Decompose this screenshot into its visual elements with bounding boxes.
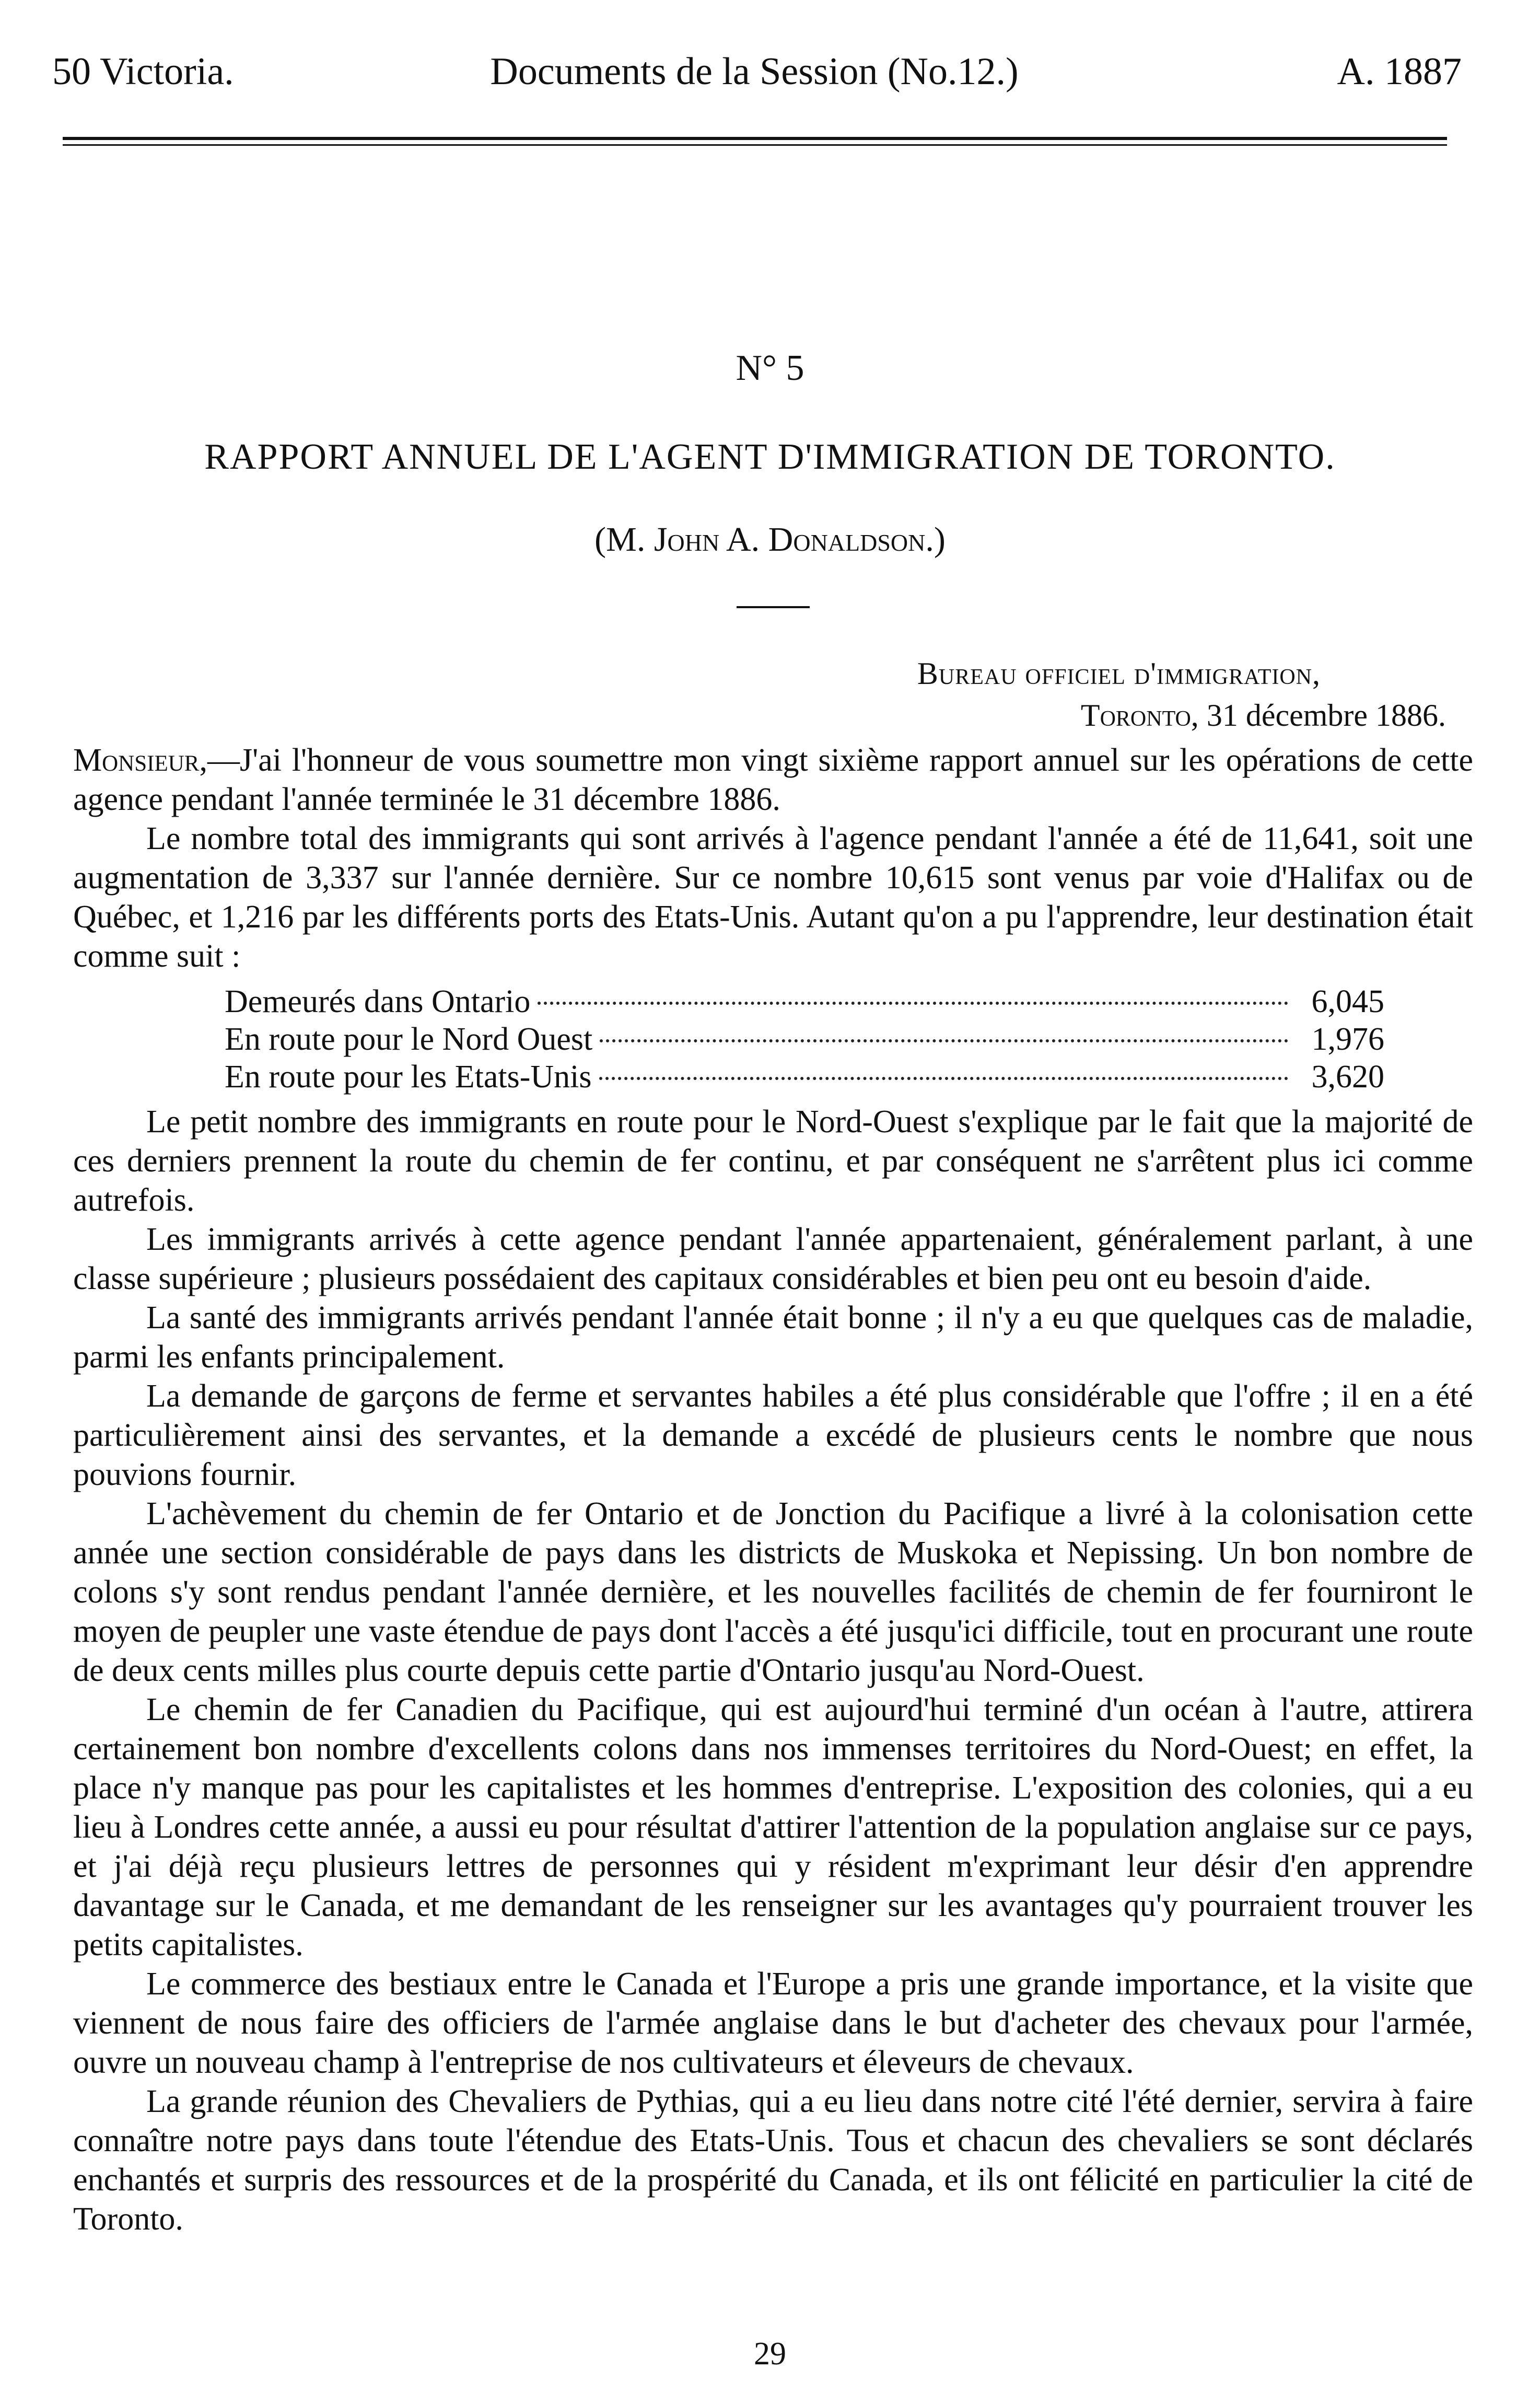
table-row <box>225 1058 1384 1095</box>
row-label: En route pour les Etats-Unis <box>225 1059 592 1095</box>
title-separator <box>737 606 810 608</box>
header-rule-thick <box>63 137 1447 140</box>
table-row <box>225 982 1384 1020</box>
document-author <box>0 520 1540 560</box>
paragraph-7: L'achèvement du chemin de fer Ontario et de Jonction du Pacifique a livré à la colonisation cette année une section considérable de pays dans les districts de Muskoka et Nepissing. Un bon nombre de colons s'y sont rendus pendant l'année dernière, et les nouvelles facilités de chemin de fer fourniront le moyen de peupler une vaste étendue de pays dont l'accès a été jusqu'ici difficile, tout en procurant une route de deux cents milles plus courte depuis cette partie d'Ontario jusqu'au Nord-Ouest. <box>73 1496 1473 1688</box>
document-title: RAPPORT ANNUEL DE L'AGENT D'IMMIGRATION DE TORONTO. <box>204 437 1336 477</box>
dateline-office: Bureau officiel d'immigration, <box>917 656 1321 691</box>
paragraph-10: La grande réunion des Chevaliers de Pythias, qui a eu lieu dans notre cité l'été dernier, servira à faire connaître notre pays dans toute l'étendue des Etats-Unis. Tous et chacun des chevaliers se sont déclarés enchantés et surpris des ressources et de la prospérité du Canada, et ils ont félicité en particulier la cité de Toronto. <box>73 2084 1473 2237</box>
row-value: 6,045 <box>1311 984 1384 1019</box>
paragraph-9: Le commerce des bestiaux entre le Canada et l'Europe a pris une grande importance, et la visite que viennent de nous faire des officiers de l'armée anglaise dans le but d'acheter des chevaux pour l'armée, ouvre un nouveau champ à l'entreprise de nos cultivateurs et éleveurs de chevaux. <box>73 1966 1473 2080</box>
header-left: 50 Victoria. <box>52 50 234 93</box>
paragraph-1 <box>73 741 1473 819</box>
salutation: Monsieur, <box>73 742 207 778</box>
paragraph-6: La demande de garçons de ferme et servantes habiles a été plus considérable que l'offre ; il en a été particulièrement ainsi des servantes, et la demande a excédé de plusieurs cents le nombre que nous pouvions fournir. <box>73 1378 1473 1492</box>
paragraph-2: Le nombre total des immigrants qui sont arrivés à l'agence pendant l'année a été de 11,641, soit une augmentation de 3,337 sur l'année dernière. Sur ce nombre 10,615 sont venus par voie d'Halifax ou de Québec, et 1,216 par les différents ports des Etats-Unis. Autant qu'on a pu l'apprendre, leur destination était comme suit : <box>73 821 1473 974</box>
author-name: (M. John A. Donaldson.) <box>594 520 946 559</box>
dateline-date: 31 décembre 1886. <box>1206 698 1446 733</box>
row-label: En route pour le Nord Ouest <box>225 1021 593 1057</box>
paragraph-3: Le petit nombre des immigrants en route pour le Nord-Ouest s'explique par le fait que la majorité de ces derniers prennent la route du chemin de fer continu, et par conséquent ne s'arrêtent plus ici comme autrefois. <box>73 1104 1473 1218</box>
dot-leader <box>599 1077 1288 1080</box>
body-text <box>73 741 1473 2239</box>
header-right: A. 1887 <box>1337 50 1462 93</box>
table-row <box>225 1020 1384 1058</box>
paragraph-8: Le chemin de fer Canadien du Pacifique, qui est aujourd'hui terminé d'un océan à l'autre, attirera certainement bon nombre d'excellents colons dans nos immenses territoires du Nord-Ouest; en effet, la place n'y manque pas pour les capitalistes et les hommes d'entreprise. L'exposition des colonies, qui a eu lieu à Londres cette année, a aussi eu pour résultat d'attirer l'attention de la population anglaise sur ce pays, et j'ai déjà reçu plusieurs lettres de personnes qui y résident m'exprimant leur désir d'en apprendre davantage sur le Canada, et me demandant de les renseigner sur les avantages qu'y pourraient trouver les petits capitalistes. <box>73 1692 1473 1963</box>
page-number: 29 <box>754 2336 786 2372</box>
dateline-place: Toronto, <box>1080 698 1199 733</box>
dot-leader <box>538 1002 1288 1005</box>
paragraph-1-text: —J'ai l'honneur de vous soumettre mon vingt sixième rapport annuel sur les opérations de cette agence pendant l'année terminée le 31 décembre 1886. <box>73 742 1473 817</box>
header-rule-thin <box>63 144 1447 146</box>
running-header <box>47 50 1462 107</box>
row-label: Demeurés dans Ontario <box>225 984 531 1019</box>
paragraph-5: La santé des immigrants arrivés pendant l'année était bonne ; il n'y a eu que quelques cas de maladie, parmi les enfants principalement. <box>73 1300 1473 1375</box>
paragraph-4: Les immigrants arrivés à cette agence pendant l'année appartenaient, généralement parlant, à une classe supérieure ; plusieurs possédaient des capitaux considérables et bien peu ont eu besoin d'aide. <box>73 1222 1473 1296</box>
destination-table <box>73 982 1473 1095</box>
row-value: 1,976 <box>1311 1021 1384 1057</box>
document-number: N° 5 <box>736 348 804 388</box>
dot-leader <box>600 1039 1288 1042</box>
row-value: 3,620 <box>1311 1059 1384 1095</box>
header-center: Documents de la Session (No.12.) <box>490 50 1019 93</box>
dateline-place-date <box>1081 698 1446 734</box>
